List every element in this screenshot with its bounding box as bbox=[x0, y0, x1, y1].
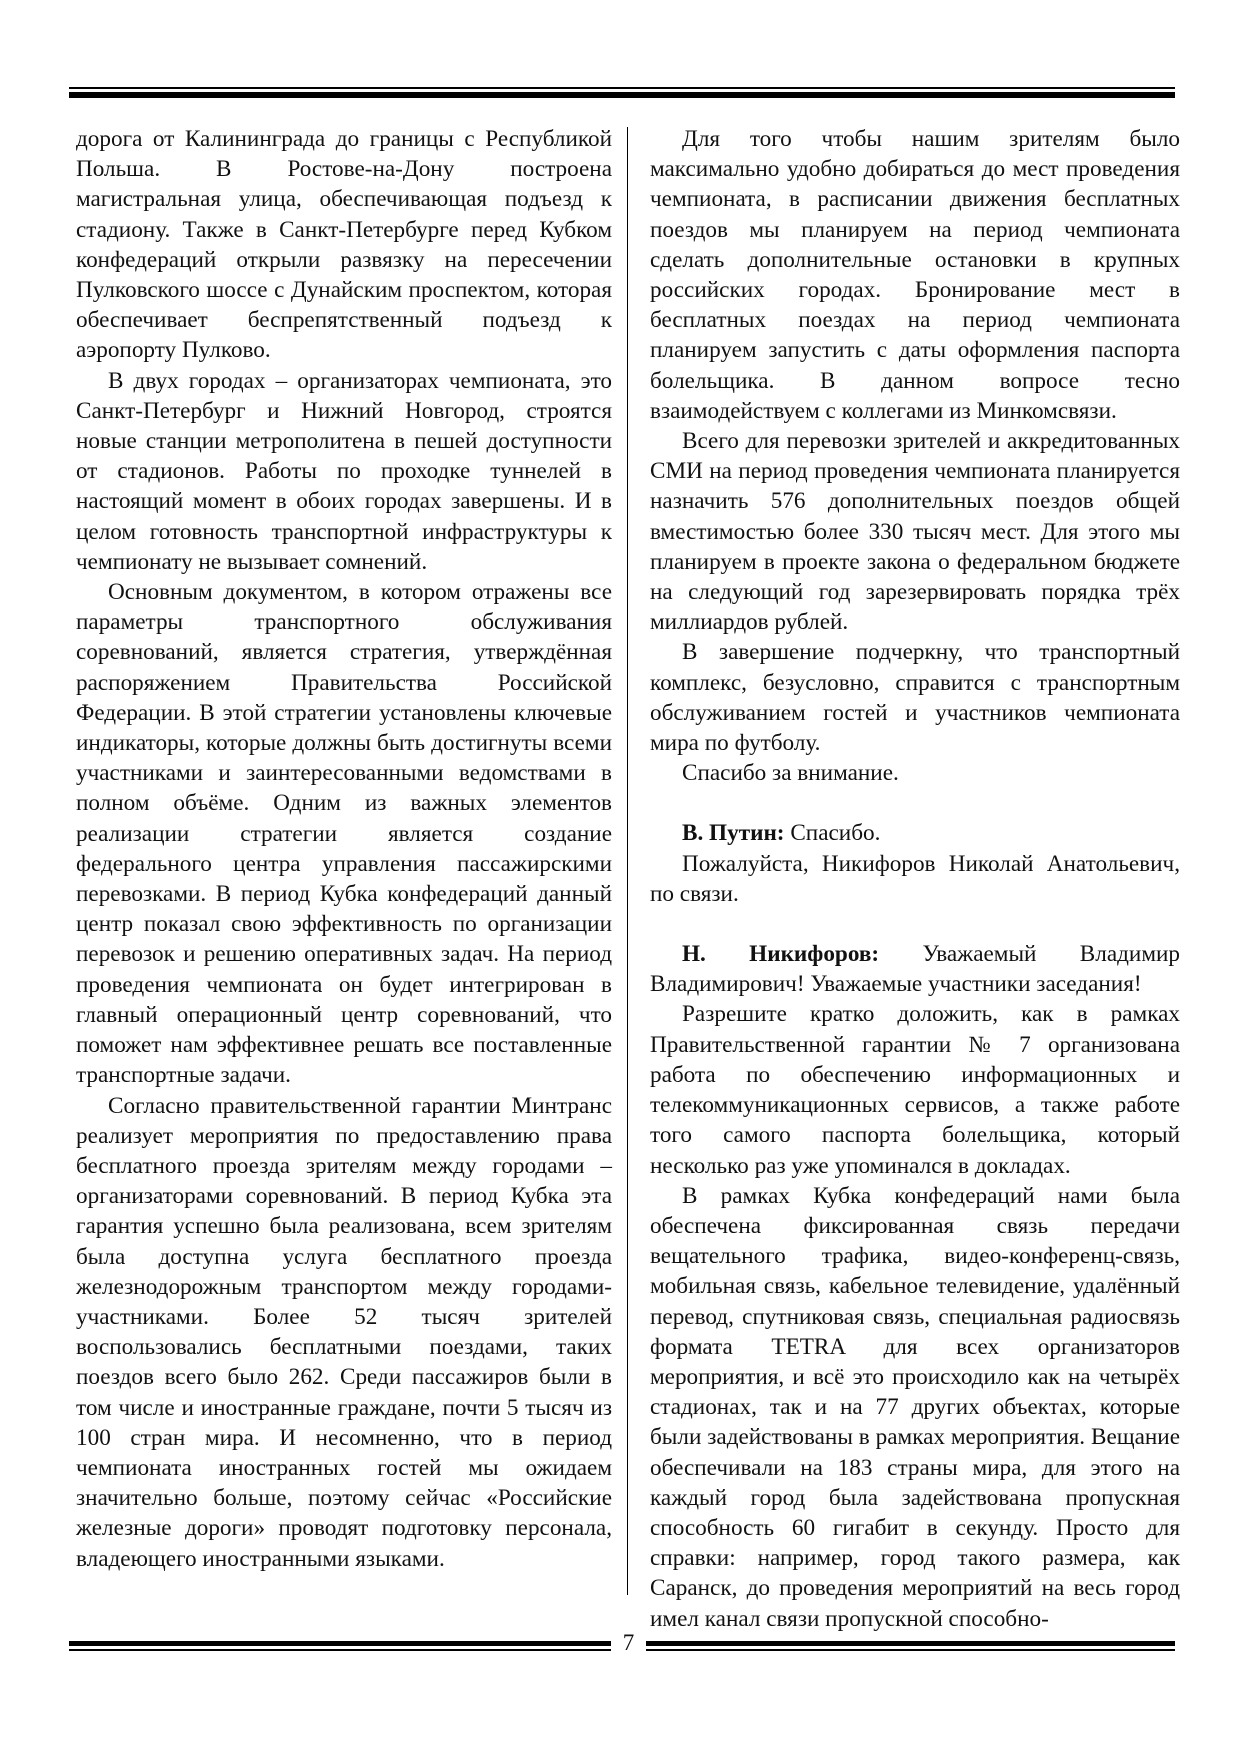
paragraph: Спасибо за внимание. bbox=[682, 760, 899, 787]
left-column bbox=[76, 124, 612, 1574]
paragraph: Согласно правительственной гарантии Минтранс реализует мероприятия по предоставлению права бесплатного проезда зрителям между городами – организаторами соревнований. В период Кубка эта гарантия успешно была реализована, всем зрителям была доступна услуга бесплатного проезда железнодорожным транспортом между городами-участниками. Более 52 тысяч зрителей воспользовались бесплатными поездами, таких поездов всего было 262. Среди пассажиров были в том числе и иностранные граждане, почти 5 тысяч из 100 стран мира. И несомненно, что в период чемпионата иностранных гостей мы ожидаем значительно больше, поэтому сейчас «Российские железные дороги» проводят подготовку персонала, владеющего иностранными языками. bbox=[76, 1092, 612, 1572]
speech-text: Уважаемый Владимир Владимирович! Уважаемые участники заседания! bbox=[650, 941, 1180, 998]
paragraph: Всего для перевозки зрителей и аккредитованных СМИ на период проведения чемпионата планируется назначить 576 дополнительных поездов общей вместимостью более 330 тысяч мест. Для этого мы планируем в проекте закона о федеральном бюджете на следующий год зарезервировать порядка трёх миллиардов рублей. bbox=[650, 428, 1180, 636]
header-rule-thick bbox=[69, 92, 1175, 98]
paragraph: Разрешите кратко доложить, как в рамках Правительственной гарантии № 7 организована работа по обеспечению информационных и телекоммуникационных сервисов, а также работе того самого паспорта болельщика, который несколько раз уже упоминался в докладах. bbox=[650, 1001, 1180, 1179]
speaker-paragraph-nikiforov bbox=[650, 939, 1180, 999]
speech-text: Спасибо. bbox=[784, 820, 881, 847]
paragraph: Пожалуйста, Никифоров Николай Анатольевич, по связи. bbox=[650, 850, 1180, 907]
paragraph: Для того чтобы нашим зрителям было максимально удобно добираться до мест проведения чемпионата, в расписании движения бесплатных поездов мы планируем на период чемпионата сделать дополнительные остановки в крупных российских городах. Бронирование мест в бесплатных поездах на период чемпионата планируем запустить с даты оформления паспорта болельщика. В данном вопросе тесно взаимодействуем с коллегами из Минкомсвязи. bbox=[650, 126, 1180, 424]
footer-rule-left-thick bbox=[69, 1641, 611, 1646]
section-spacer bbox=[650, 788, 1180, 818]
footer-rule-right-thin bbox=[646, 1649, 1175, 1651]
footer-rule-right-thick bbox=[646, 1641, 1175, 1646]
paragraph: В двух городах – организаторах чемпионата, это Санкт-Петербург и Нижний Новгород, строятся новые станции метрополитена в пешей доступности от стадионов. Работы по проходке туннелей в настоящий момент в обоих городах завершены. И в целом готовность транспортной инфраструктуры к чемпионату не вызывает сомнений. bbox=[76, 367, 612, 575]
paragraph: В завершение подчеркну, что транспортный комплекс, безусловно, справится с транспортным обслуживанием гостей и участников чемпионата мира по футболу. bbox=[650, 639, 1180, 757]
footer-rule-left-thin bbox=[69, 1649, 611, 1651]
speaker-name: В. Путин: bbox=[682, 820, 785, 847]
page-number: 7 bbox=[622, 1630, 635, 1655]
paragraph: дорога от Калининграда до границы с Республикой Польша. В Ростове-на-Дону построена магистральная улица, обеспечивающая подъезд к стадиону. Также в Санкт-Петербурге перед Кубком конфедераций открыли развязку на пересечении Пулковского шоссе с Дунайским проспектом, которая обеспечивает беспрепятственный подъезд к аэропорту Пулково. bbox=[76, 126, 612, 364]
column-divider bbox=[627, 127, 628, 1595]
section-spacer bbox=[650, 909, 1180, 939]
speaker-name: Н. Никифоров: bbox=[682, 941, 880, 968]
header-rule-thin bbox=[69, 87, 1175, 89]
speaker-paragraph-putin bbox=[650, 818, 1180, 848]
paragraph: В рамках Кубка конфедераций нами была обеспечена фиксированная связь передачи вещательного трафика, видео-конференц-связь, мобильная связь, кабельное телевидение, удалённый перевод, спутниковая связь, специальная радиосвязь формата TETRA для всех организаторов мероприятия, и всё это происходило как на четырёх стадионах, так и на 77 других объектах, которые были задействованы в рамках мероприятия. Вещание обеспечивали на 183 страны мира, для этого на каждый город была задействована пропускная способность 60 гигабит в секунду. Просто для справки: например, город такого размера, как Саранск, до проведения мероприятий на весь город имел канал связи пропускной способно- bbox=[650, 1182, 1180, 1632]
right-column bbox=[650, 124, 1180, 1634]
paragraph: Основным документом, в котором отражены все параметры транспортного обслуживания соревнований, является стратегия, утверждённая распоряжением Правительства Российской Федерации. В этой стратегии установлены ключевые индикаторы, которые должны быть достигнуты всеми участниками и заинтересованными ведомствами в полном объёме. Одним из важных элементов реализации стратегии является создание федерального центра управления пассажирскими перевозками. В период Кубка конфедераций данный центр показал свою эффективность по организации перевозок и решению оперативных задач. На период проведения чемпионата он будет интегрирован в главный операционный центр соревнований, что поможет нам эффективнее решать все поставленные транспортные задачи. bbox=[76, 579, 612, 1089]
